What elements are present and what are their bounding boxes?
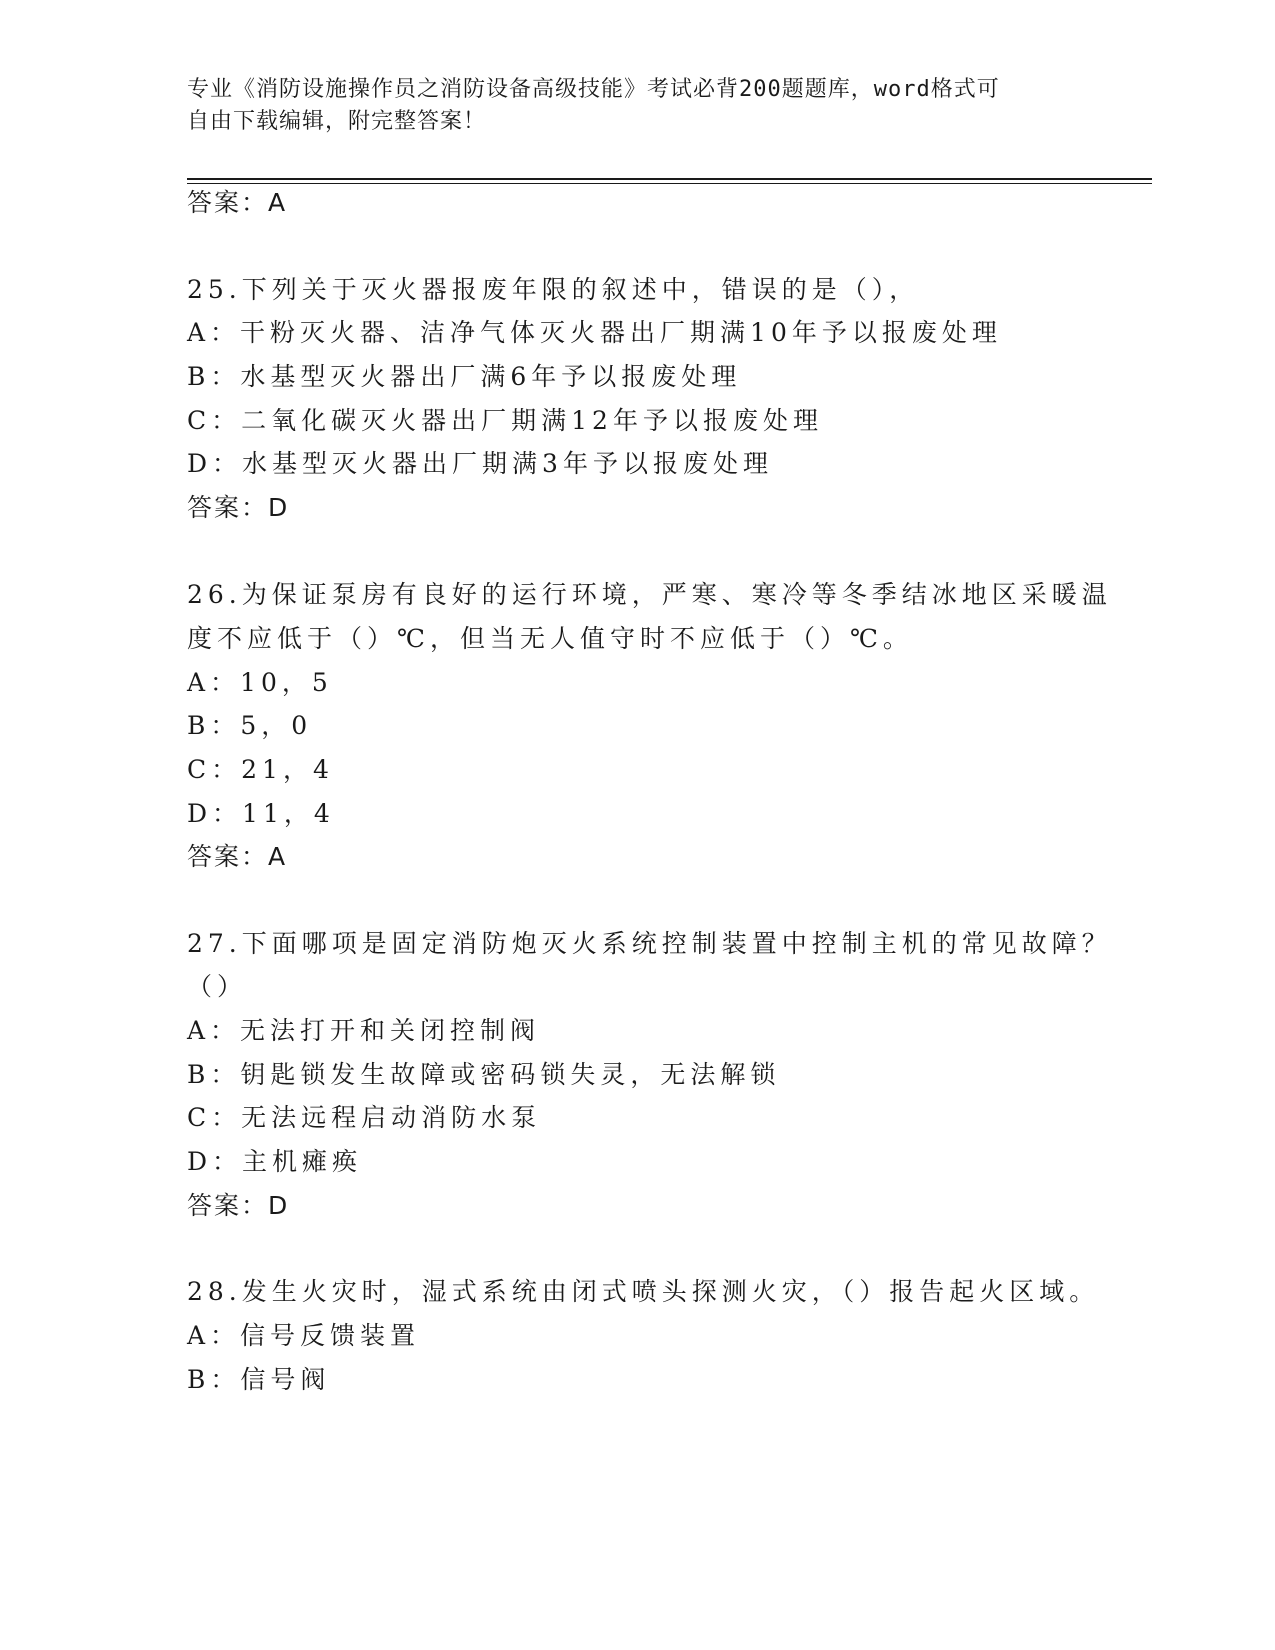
answer: 答案：D (187, 1191, 290, 1220)
previous-answer: 答案：A (187, 188, 288, 217)
question-stem-line-1: 27.下面哪项是固定消防炮灭火系统控制装置中控制主机的常见故障？ (187, 929, 1112, 958)
option-b: B：水基型灭火器出厂满6年予以报废处理 (187, 362, 742, 391)
header-line-2: 自由下载编辑，附完整答案！ (187, 109, 487, 134)
option-b: B：5，0 (187, 711, 313, 740)
option-c: C：无法远程启动消防水泵 (187, 1103, 542, 1132)
option-d: D：11，4 (187, 799, 335, 828)
answer: 答案：D (187, 493, 290, 522)
question-stem-line-2: （） (187, 972, 248, 1001)
question-stem-line-2: 度不应低于（）℃，但当无人值守时不应低于（）℃。 (187, 624, 913, 653)
document-header (187, 74, 1087, 138)
header-divider-thin (187, 183, 1152, 184)
option-a: A：无法打开和关闭控制阀 (187, 1016, 541, 1045)
option-a: A：信号反馈装置 (187, 1321, 421, 1350)
option-d: D：主机瘫痪 (187, 1147, 363, 1176)
option-c: C：21，4 (187, 755, 334, 784)
question-stem: 25.下列关于灭火器报废年限的叙述中，错误的是（）， (187, 275, 920, 304)
answer: 答案：A (187, 842, 288, 871)
option-c: C：二氧化碳灭火器出厂期满12年予以报废处理 (187, 406, 823, 435)
option-a: A：干粉灭火器、洁净气体灭火器出厂期满10年予以报废处理 (187, 318, 1002, 347)
option-b: B：钥匙锁发生故障或密码锁失灵，无法解锁 (187, 1060, 781, 1089)
option-d: D：水基型灭火器出厂期满3年予以报废处理 (187, 449, 773, 478)
option-b: B：信号阀 (187, 1365, 331, 1394)
option-a: A：10，5 (187, 668, 333, 697)
question-stem: 28.发生火灾时，湿式系统由闭式喷头探测火灾，（）报告起火区域。 (187, 1277, 1100, 1306)
header-line-1: 专业《消防设施操作员之消防设备高级技能》考试必背200题题库，word格式可 (187, 77, 1000, 102)
question-stem-line-1: 26.为保证泵房有良好的运行环境，严寒、寒冷等冬季结冰地区采暖温 (187, 580, 1112, 609)
header-divider-thick (187, 178, 1152, 180)
